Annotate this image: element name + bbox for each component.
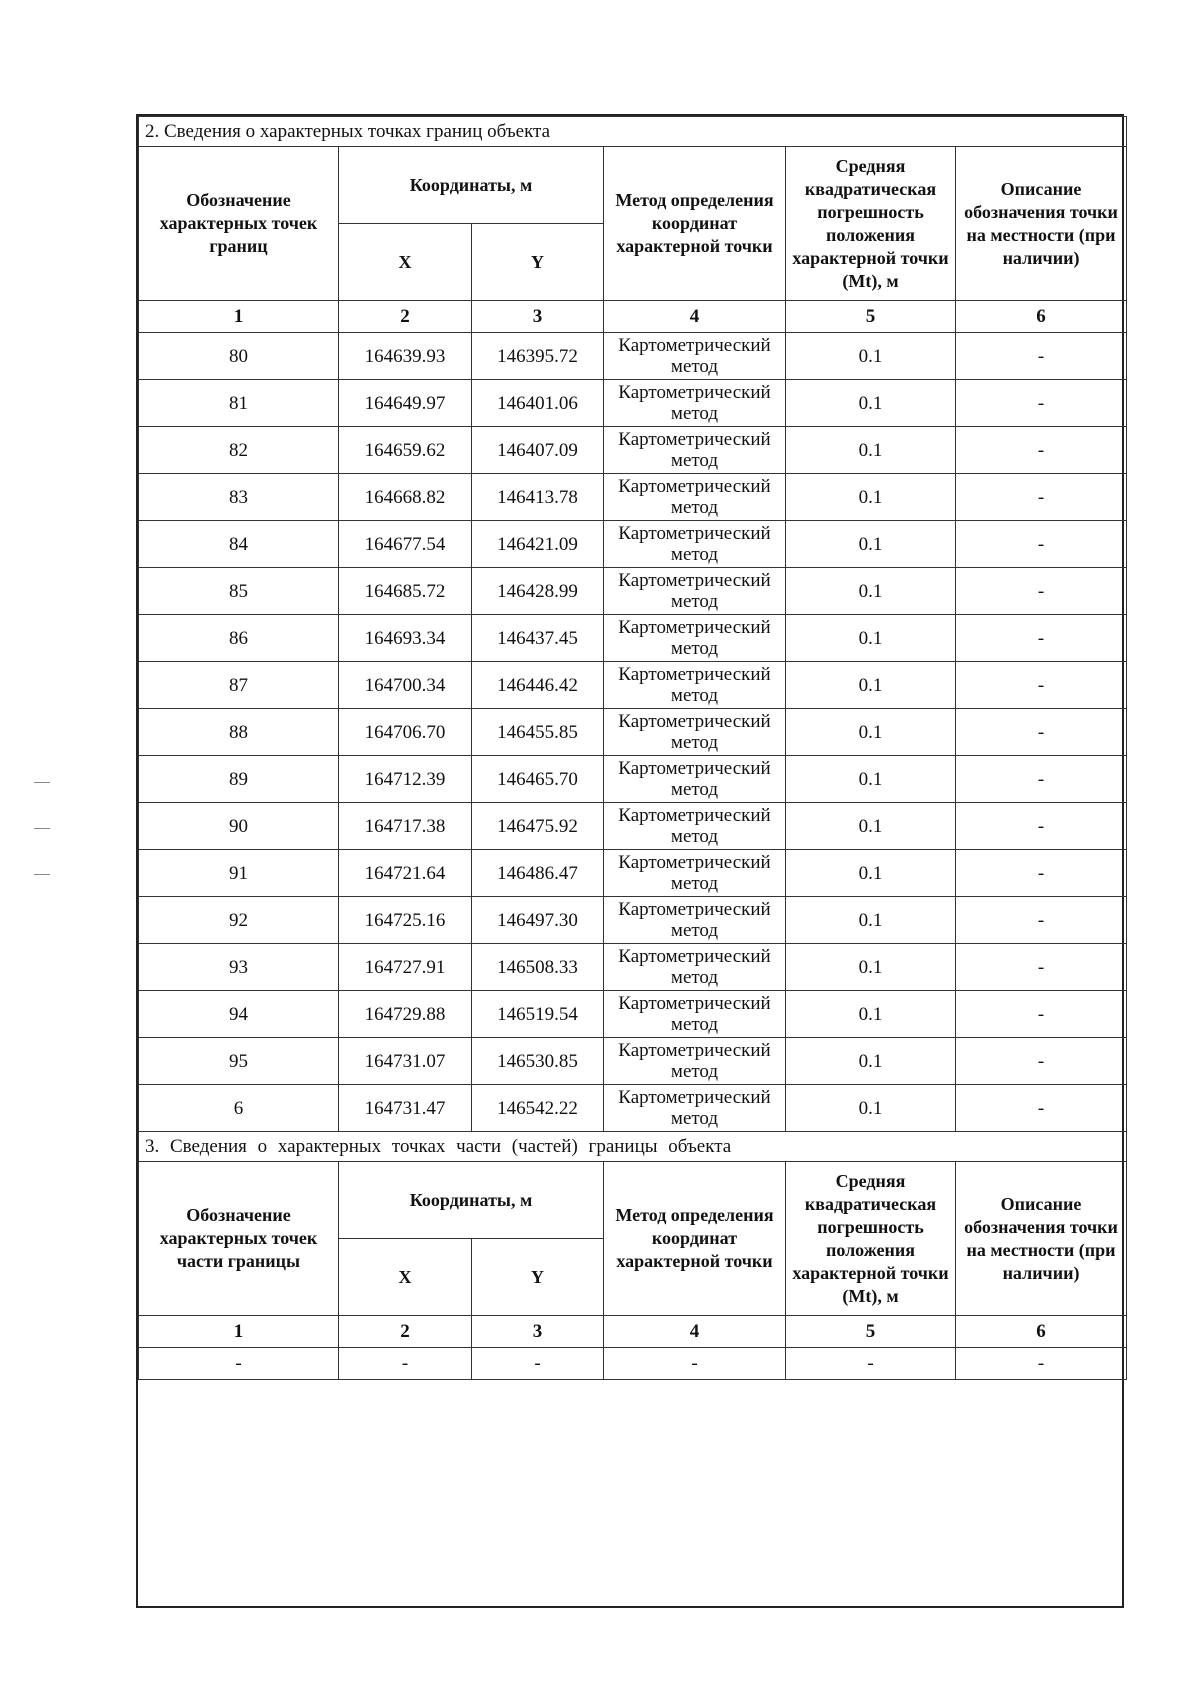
point-cell: 80 [139,333,339,380]
mt-cell: 0.1 [786,380,956,427]
y-cell: 146508.33 [472,944,604,991]
mt-cell: 0.1 [786,803,956,850]
description-cell: - [956,850,1127,897]
s3-cell: - [604,1348,786,1380]
header-description: Описание обозначения точки на местности (при наличии) [956,147,1127,301]
mt-cell: 0.1 [786,897,956,944]
method-line2: метод [670,826,719,847]
method-line1: Картометрический [618,805,771,826]
document-frame [136,114,1124,1608]
x-cell: 164731.07 [339,1038,472,1085]
method-line2: метод [670,356,719,377]
margin-mark [34,782,50,783]
y-cell: 146395.72 [472,333,604,380]
point-cell: 94 [139,991,339,1038]
table-row [139,662,1127,709]
col-number: 2 [339,1316,472,1348]
method-line1: Картометрический [618,993,771,1014]
table-row [139,944,1127,991]
method-cell [604,1085,786,1132]
method-line2: метод [670,1061,719,1082]
x-cell: 164712.39 [339,756,472,803]
y-cell: 146530.85 [472,1038,604,1085]
table-row [139,991,1127,1038]
description-cell: - [956,474,1127,521]
point-cell: 82 [139,427,339,474]
x-cell: 164685.72 [339,568,472,615]
s3-cell: - [139,1348,339,1380]
point-cell: 83 [139,474,339,521]
x-cell: 164721.64 [339,850,472,897]
point-cell: 6 [139,1085,339,1132]
description-cell: - [956,1038,1127,1085]
method-line2: метод [670,732,719,753]
table-row [139,474,1127,521]
col-number: 6 [956,301,1127,333]
description-cell: - [956,756,1127,803]
s3-header-error: Средняя квадратическая погрешность положения характерной точки (Mt), м [786,1162,956,1316]
x-cell: 164729.88 [339,991,472,1038]
table-row [139,756,1127,803]
method-cell [604,991,786,1038]
header-error: Средняя квадратическая погрешность положения характерной точки (Mt), м [786,147,956,301]
y-cell: 146465.70 [472,756,604,803]
mt-cell: 0.1 [786,568,956,615]
method-line2: метод [670,497,719,518]
method-line1: Картометрический [618,852,771,873]
method-line1: Картометрический [618,382,771,403]
description-cell: - [956,427,1127,474]
point-cell: 87 [139,662,339,709]
col-number: 2 [339,301,472,333]
method-cell [604,803,786,850]
s3-column-numbers-row [139,1316,1127,1348]
method-line1: Картометрический [618,711,771,732]
point-cell: 84 [139,521,339,568]
x-cell: 164700.34 [339,662,472,709]
point-cell: 93 [139,944,339,991]
s3-header-description: Описание обозначения точки на местности (при наличии) [956,1162,1127,1316]
method-cell [604,850,786,897]
method-line1: Картометрический [618,899,771,920]
x-cell: 164677.54 [339,521,472,568]
margin-mark [34,828,50,829]
point-cell: 86 [139,615,339,662]
s3-empty-row [139,1348,1127,1380]
mt-cell: 0.1 [786,615,956,662]
table-row [139,380,1127,427]
method-line1: Картометрический [618,523,771,544]
method-cell [604,615,786,662]
mt-cell: 0.1 [786,756,956,803]
method-cell [604,897,786,944]
x-cell: 164639.93 [339,333,472,380]
s3-header-y: Y [472,1239,604,1316]
mt-cell: 0.1 [786,474,956,521]
description-cell: - [956,333,1127,380]
point-cell: 88 [139,709,339,756]
method-line1: Картометрический [618,617,771,638]
y-cell: 146486.47 [472,850,604,897]
point-cell: 95 [139,1038,339,1085]
y-cell: 146413.78 [472,474,604,521]
s3-header-x: X [339,1239,472,1316]
method-line2: метод [670,685,719,706]
description-cell: - [956,897,1127,944]
mt-cell: 0.1 [786,662,956,709]
table-row [139,333,1127,380]
col-number: 3 [472,301,604,333]
x-cell: 164731.47 [339,1085,472,1132]
y-cell: 146497.30 [472,897,604,944]
x-cell: 164717.38 [339,803,472,850]
description-cell: - [956,568,1127,615]
y-cell: 146401.06 [472,380,604,427]
mt-cell: 0.1 [786,521,956,568]
description-cell: - [956,803,1127,850]
table-row [139,521,1127,568]
method-cell [604,756,786,803]
s3-header-coordinates: Координаты, м [339,1162,604,1239]
table-row [139,803,1127,850]
description-cell: - [956,944,1127,991]
y-cell: 146407.09 [472,427,604,474]
method-line1: Картометрический [618,335,771,356]
x-cell: 164693.34 [339,615,472,662]
col-number: 3 [472,1316,604,1348]
method-line2: метод [670,920,719,941]
method-line1: Картометрический [618,1040,771,1061]
margin-mark [34,874,50,875]
x-cell: 164725.16 [339,897,472,944]
method-line1: Картометрический [618,946,771,967]
s3-cell: - [339,1348,472,1380]
x-cell: 164668.82 [339,474,472,521]
section2-table [138,116,1127,1380]
s3-header-method: Метод определения координат характерной точки [604,1162,786,1316]
col-number: 5 [786,301,956,333]
description-cell: - [956,521,1127,568]
col-number: 5 [786,1316,956,1348]
table-row [139,1038,1127,1085]
method-line1: Картометрический [618,664,771,685]
method-line2: метод [670,591,719,612]
description-cell: - [956,615,1127,662]
method-line2: метод [670,967,719,988]
y-cell: 146421.09 [472,521,604,568]
section2-title: 2. Сведения о характерных точках границ объекта [139,117,1127,147]
y-cell: 146475.92 [472,803,604,850]
point-cell: 92 [139,897,339,944]
table-row [139,1085,1127,1132]
s3-cell: - [472,1348,604,1380]
method-line2: метод [670,450,719,471]
description-cell: - [956,1085,1127,1132]
col-number: 6 [956,1316,1127,1348]
method-line2: метод [670,779,719,800]
s3-cell: - [786,1348,956,1380]
point-cell: 91 [139,850,339,897]
mt-cell: 0.1 [786,991,956,1038]
mt-cell: 0.1 [786,427,956,474]
method-line1: Картометрический [618,476,771,497]
y-cell: 146446.42 [472,662,604,709]
description-cell: - [956,991,1127,1038]
method-cell [604,521,786,568]
table-row [139,427,1127,474]
column-numbers-row [139,301,1127,333]
y-cell: 146455.85 [472,709,604,756]
table-row [139,897,1127,944]
method-cell [604,568,786,615]
method-cell [604,427,786,474]
s3-cell: - [956,1348,1127,1380]
method-cell [604,333,786,380]
method-line2: метод [670,638,719,659]
mt-cell: 0.1 [786,1038,956,1085]
method-line1: Картометрический [618,1087,771,1108]
section3-title: 3. Сведения о характерных точках части (частей) границы объекта [139,1132,1127,1162]
mt-cell: 0.1 [786,850,956,897]
mt-cell: 0.1 [786,709,956,756]
method-line2: метод [670,544,719,565]
header-y: Y [472,224,604,301]
mt-cell: 0.1 [786,944,956,991]
col-number: 1 [139,1316,339,1348]
method-line1: Картометрический [618,758,771,779]
table-row [139,615,1127,662]
header-coordinates: Координаты, м [339,147,604,224]
mt-cell: 0.1 [786,333,956,380]
table-row [139,568,1127,615]
col-number: 4 [604,1316,786,1348]
table-row [139,709,1127,756]
mt-cell: 0.1 [786,1085,956,1132]
method-cell [604,474,786,521]
y-cell: 146519.54 [472,991,604,1038]
method-line1: Картометрический [618,570,771,591]
col-number: 1 [139,301,339,333]
method-line2: метод [670,403,719,424]
x-cell: 164649.97 [339,380,472,427]
header-designation: Обозначение характерных точек границ [139,147,339,301]
method-line2: метод [670,1108,719,1129]
y-cell: 146542.22 [472,1085,604,1132]
method-cell [604,944,786,991]
x-cell: 164659.62 [339,427,472,474]
point-cell: 90 [139,803,339,850]
method-line1: Картометрический [618,429,771,450]
point-cell: 89 [139,756,339,803]
y-cell: 146428.99 [472,568,604,615]
x-cell: 164727.91 [339,944,472,991]
point-cell: 81 [139,380,339,427]
method-cell [604,380,786,427]
description-cell: - [956,709,1127,756]
x-cell: 164706.70 [339,709,472,756]
description-cell: - [956,380,1127,427]
description-cell: - [956,662,1127,709]
s3-header-designation: Обозначение характерных точек части границы [139,1162,339,1316]
y-cell: 146437.45 [472,615,604,662]
method-cell [604,662,786,709]
header-x: X [339,224,472,301]
method-cell [604,1038,786,1085]
table-row [139,850,1127,897]
point-cell: 85 [139,568,339,615]
method-line2: метод [670,873,719,894]
method-cell [604,709,786,756]
method-line2: метод [670,1014,719,1035]
col-number: 4 [604,301,786,333]
header-method: Метод определения координат характерной точки [604,147,786,301]
